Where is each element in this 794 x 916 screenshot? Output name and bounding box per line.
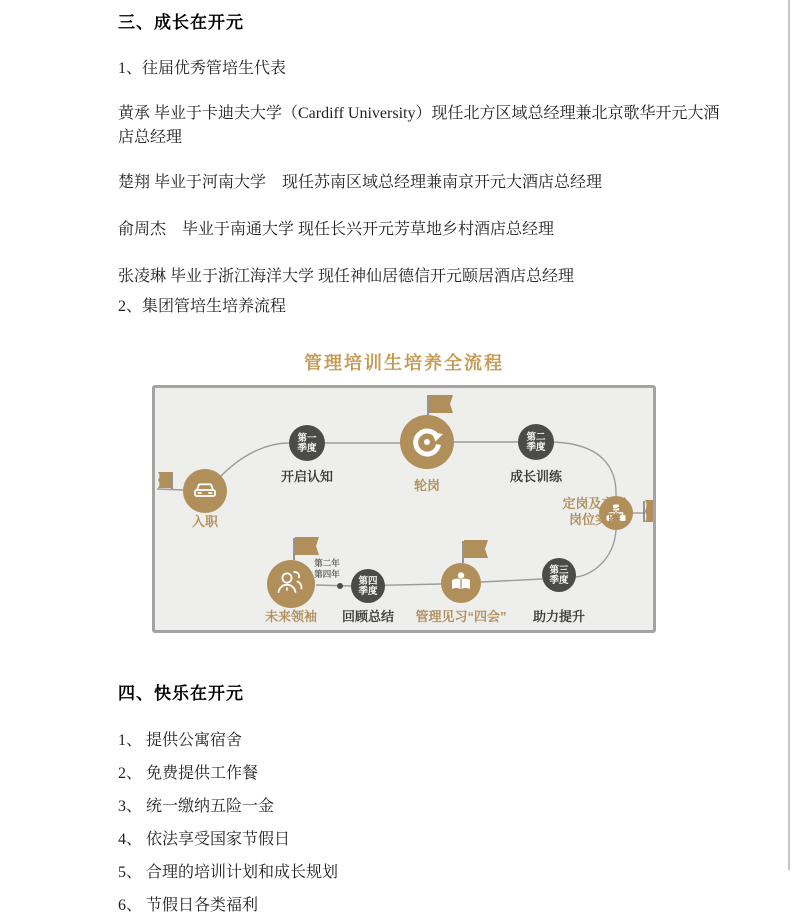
graduate-paragraph: 俞周杰 毕业于南通大学 现任长兴开元芳草地乡村酒店总经理 xyxy=(118,221,555,238)
node-management xyxy=(415,563,506,624)
benefit-item: 6、 节假日各类福利 xyxy=(118,897,259,914)
quarter4-line2: 季度 xyxy=(358,586,378,597)
page-right-border xyxy=(788,0,790,870)
section4-benefits xyxy=(118,679,720,916)
quarter2-line2: 季度 xyxy=(526,442,546,453)
node-label-q3: 助力提升 xyxy=(532,609,586,624)
node-rotation xyxy=(400,415,454,493)
node-quarter1 xyxy=(281,425,333,484)
section4-heading: 四、快乐在开元 xyxy=(118,684,244,703)
quarter2-line1: 第二 xyxy=(526,432,546,443)
node-label-onboard: 入职 xyxy=(191,514,219,529)
node-future-leader xyxy=(265,560,317,624)
quarter1-line2: 季度 xyxy=(297,443,317,454)
section3-item1: 1、往届优秀管培生代表 xyxy=(118,60,287,77)
training-process-diagram xyxy=(152,349,656,633)
diagram-canvas xyxy=(152,385,656,633)
benefit-item: 2、 免费提供工作餐 xyxy=(118,765,259,782)
node-label-future: 未来领袖 xyxy=(264,609,318,624)
node-label-q1: 开启认知 xyxy=(280,469,334,484)
flag-icon-future xyxy=(294,537,319,560)
node-quarter3 xyxy=(532,558,585,624)
quarter3-line1: 第三 xyxy=(549,565,569,576)
node-onboard xyxy=(183,469,227,529)
node-quarter2 xyxy=(510,424,563,484)
flag-icon-rotation xyxy=(428,395,453,415)
timeline-dot xyxy=(337,583,343,589)
flag-icon-management xyxy=(463,540,488,563)
year-note-line1: 第二年 xyxy=(314,558,340,568)
quarter3-line2: 季度 xyxy=(549,575,569,586)
benefit-item: 4、 依法享受国家节假日 xyxy=(118,831,291,848)
node-placement xyxy=(562,496,633,530)
quarter1-line1: 第一 xyxy=(297,433,317,444)
node-label-placement-2: 岗位实践 xyxy=(568,512,622,527)
benefit-item: 5、 合理的培训计划和成长规划 xyxy=(118,864,339,881)
graduate-paragraph: 楚翔 毕业于河南大学 现任苏南区域总经理兼南京开元大酒店总经理 xyxy=(118,174,603,191)
node-label-placement-1: 定岗及交叉 xyxy=(562,496,628,511)
graduate-paragraph: 黄承 毕业于卡迪夫大学（Cardiff University）现任北方区域总经理兼北京歌华开元大酒店总经理 xyxy=(118,105,720,146)
process-flow-svg xyxy=(155,388,653,630)
node-label-rotation: 轮岗 xyxy=(413,478,441,493)
diagram-title: 管理培训生培养全流程 xyxy=(304,353,504,373)
node-quarter4 xyxy=(342,569,394,624)
benefit-item: 3、 统一缴纳五险一金 xyxy=(118,798,275,815)
flag-icon-onboard xyxy=(158,472,172,489)
benefit-item: 1、 提供公寓宿舍 xyxy=(118,732,243,749)
node-label-q4: 回顾总结 xyxy=(341,609,395,624)
flag-icon-placement xyxy=(644,500,653,522)
node-label-q2: 成长训练 xyxy=(509,469,563,484)
quarter4-line1: 第四 xyxy=(358,576,378,587)
node-label-management: 管理见习“四会” xyxy=(415,609,507,624)
section3-heading: 三、成长在开元 xyxy=(118,13,244,32)
graduate-paragraph: 张凌琳 毕业于浙江海洋大学 现任神仙居德信开元颐居酒店总经理 xyxy=(118,268,575,285)
year-note-line2: 第四年 xyxy=(314,569,340,579)
section3-item2: 2、集团管培生培养流程 xyxy=(118,298,287,315)
